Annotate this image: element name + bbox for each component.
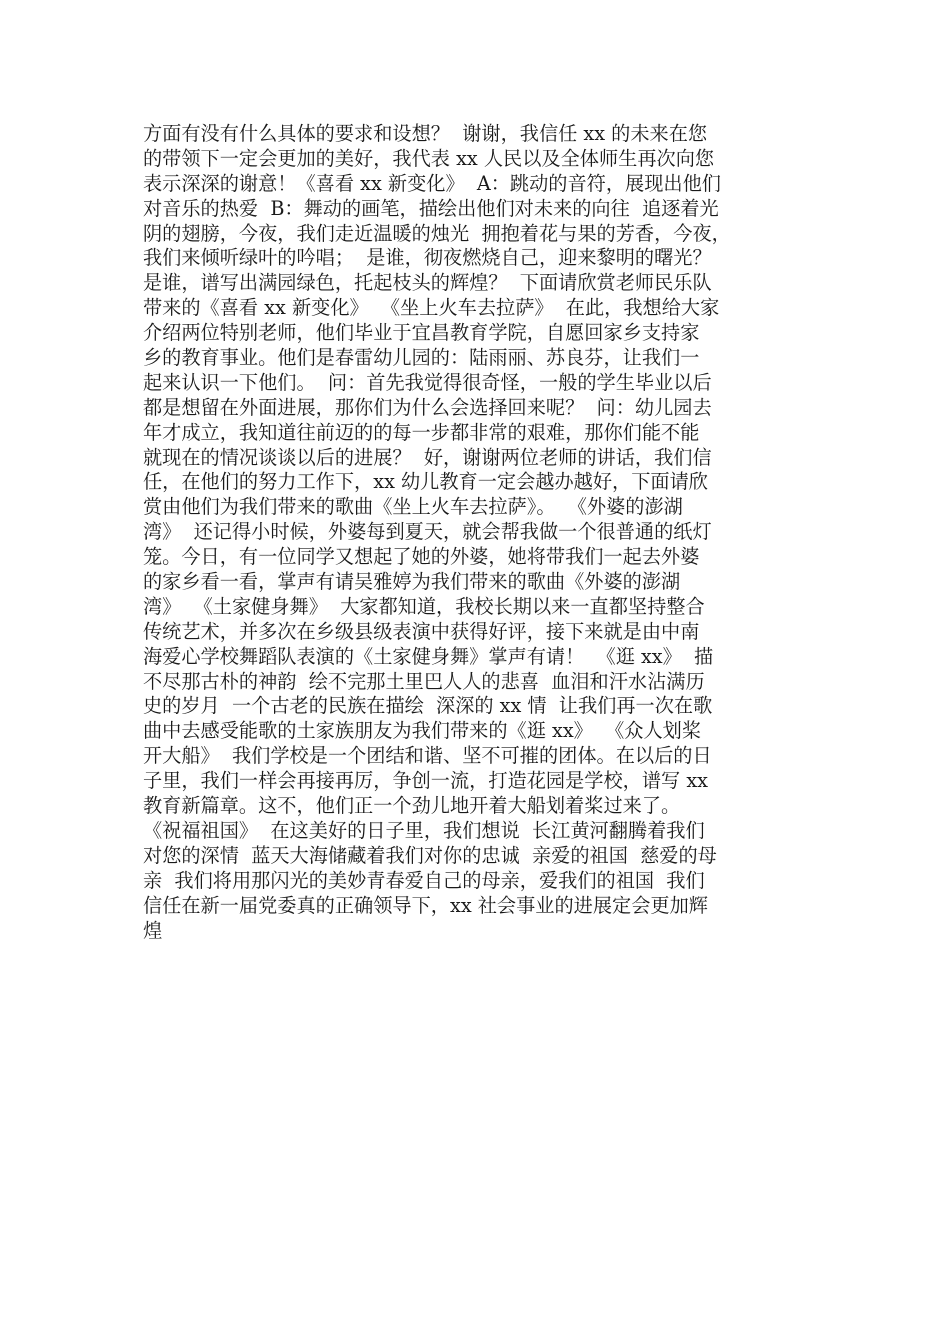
text-line: 的家乡看一看，掌声有请吴雅婷为我们带来的歌曲《外婆的澎湖	[143, 570, 681, 594]
text-line: 赏由他们为我们带来的歌曲《坐上火车去拉萨》。 《外婆的澎湖	[143, 495, 683, 519]
text-line: 不尽那古朴的神韵 绘不完那土里巴人人的悲喜 血泪和汗水沾满历	[143, 669, 705, 693]
text-line: 都是想留在外面进展，那你们为什么会选择回来呢？ 问：幼儿园去	[143, 395, 712, 419]
text-line: 史的岁月 一个古老的民族在描绘 深深的 xx 情 让我们再一次在歌	[143, 694, 713, 718]
text-line: 带来的《喜看 xx 新变化》 《坐上火车去拉萨》 在此，我想给大家	[143, 296, 720, 320]
text-line: 对您的深情 蓝天大海储藏着我们对你的忠诚 亲爱的祖国 慈爱的母	[143, 843, 717, 867]
text-line: 就现在的情况谈谈以后的进展？ 好，谢谢两位老师的讲话，我们信	[143, 445, 712, 469]
text-line: 介绍两位特别老师，他们毕业于宜昌教育学院，自愿回家乡支持家	[143, 321, 700, 345]
text-line: 曲中去感受能歌的土家族朋友为我们带来的《逛 xx》 《众人划桨	[143, 719, 702, 743]
text-line: 子里，我们一样会再接再厉，争创一流，打造花园是学校，谱写 xx	[143, 769, 708, 793]
text-line: 煌	[143, 918, 163, 942]
text-line: 湾》 还记得小时候，外婆每到夏天，就会帮我做一个很普通的纸灯	[143, 520, 712, 544]
text-line: 表示深深的谢意！《喜看 xx 新变化》 A：跳动的音符，展现出他们	[143, 171, 721, 195]
text-line: 亲 我们将用那闪光的美妙青春爱自己的母亲，爱我们的祖国 我们	[143, 868, 705, 892]
text-line: 阴的翅膀，今夜，我们走近温暖的烛光 拥抱着花与果的芳香，今夜，	[143, 221, 731, 245]
text-line: 年才成立，我知道往前迈的的每一步都非常的艰难，那你们能不能	[143, 420, 700, 444]
text-line: 任，在他们的努力工作下，xx 幼儿教育一定会越办越好，下面请欣	[143, 470, 708, 494]
text-line: 乡的教育事业。他们是春雷幼儿园的：陆雨丽、苏良芬，让我们一	[143, 346, 700, 370]
text-line: 起来认识一下他们。 问：首先我觉得很奇怪，一般的学生毕业以后	[143, 370, 712, 394]
text-line: 《祝福祖国》 在这美好的日子里，我们想说 长江黄河翻腾着我们	[143, 818, 705, 842]
text-line: 方面有没有什么具体的要求和设想？ 谢谢，我信任 xx 的未来在您	[143, 122, 708, 145]
text-line: 我们来倾听绿叶的吟唱； 是谁，彻夜燃烧自己，迎来黎明的曙光？	[143, 246, 712, 270]
text-line: 的带领下一定会更加的美好，我代表 xx 人民以及全体师生再次向您	[143, 146, 715, 170]
text-line: 笼。今日，有一位同学又想起了她的外婆，她将带我们一起去外婆	[143, 545, 700, 569]
text-line: 海爱心学校舞蹈队表演的《土家健身舞》掌声有请！ 《逛 xx》 描	[143, 644, 714, 668]
body-text	[143, 122, 823, 943]
text-line: 传统艺术，并多次在乡级县级表演中获得好评，接下来就是由中南	[143, 619, 700, 643]
text-line: 教育新篇章。这不，他们正一个劲儿地开着大船划着桨过来了。	[143, 794, 681, 818]
text-line: 是谁，谱写出满园绿色，托起枝头的辉煌？ 下面请欣赏老师民乐队	[143, 271, 712, 295]
text-line: 开大船》 我们学校是一个团结和谐、坚不可摧的团体。在以后的日	[143, 744, 712, 768]
text-line: 湾》 《土家健身舞》 大家都知道，我校长期以来一直都坚持整合	[143, 594, 705, 618]
text-line: 对音乐的热爱 B：舞动的画笔，描绘出他们对未来的向往 追逐着光	[143, 196, 719, 220]
text-line: 信任在新一届党委真的正确领导下，xx 社会事业的进展定会更加辉	[143, 893, 708, 917]
